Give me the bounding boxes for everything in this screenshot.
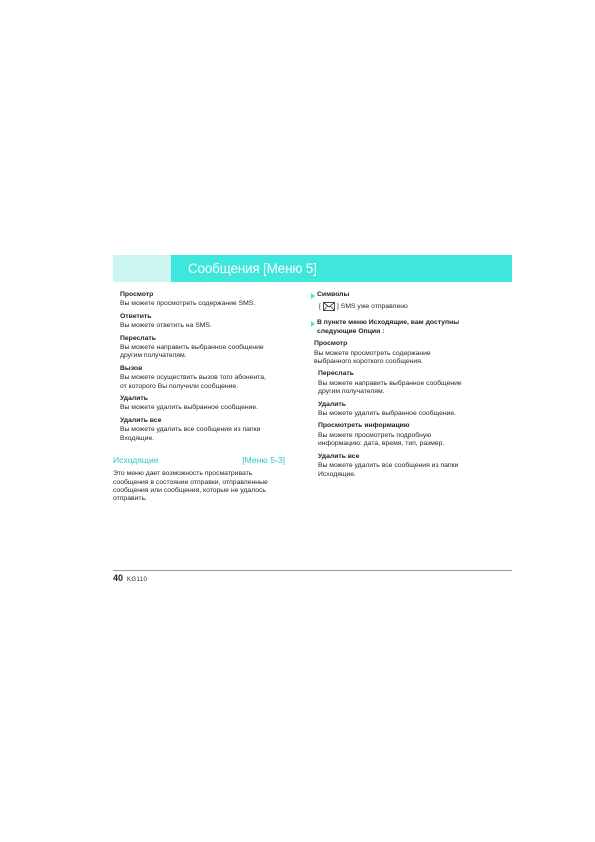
item-title-call: Вызов <box>120 364 143 372</box>
section-menu-ref: [Меню 5-3] <box>242 455 285 466</box>
triangle-bullet-icon <box>311 321 315 327</box>
option-title-view: Просмотр <box>314 340 348 348</box>
option-title-forward: Переслать <box>318 370 354 378</box>
option-desc-forward-1: Вы можете направить выбранное сообщение <box>318 379 462 387</box>
option-desc-info-2: информацию: дата, время, тип, размер. <box>318 440 445 448</box>
header-band <box>113 255 512 282</box>
item-desc-delete-all-1: Вы можете удалить все сообщения из папки <box>120 426 261 434</box>
section-title: Исходящие <box>113 455 159 466</box>
item-title-view: Просмотр <box>120 291 154 298</box>
close-bracket: ] <box>336 302 339 310</box>
section-text-line-1: Это меню дает возможность просматривать <box>113 470 253 478</box>
symbol-legend-row <box>317 302 511 311</box>
envelope-sent-icon <box>323 302 335 311</box>
item-title-reply: Ответить <box>120 312 152 320</box>
options-intro-line-1: В пункте меню Исходящие, вам доступны <box>317 319 460 327</box>
item-desc-reply: Вы можете ответить на SMS. <box>120 322 212 330</box>
options-intro-line-2: следующие Опции : <box>317 327 385 335</box>
option-desc-info-1: Вы можете просмотреть подробную <box>318 431 432 439</box>
page-number: 40 <box>113 573 124 583</box>
option-desc-delete: Вы можете удалить выбранное сообщение. <box>318 410 457 418</box>
symbols-title: Символы <box>317 291 350 298</box>
symbols-heading <box>311 291 511 299</box>
item-title-delete-all: Удалить все <box>120 416 162 424</box>
item-desc-forward-1: Вы можете направить выбранное сообщение <box>120 344 264 352</box>
option-desc-delete-all-2: Исходящие. <box>318 470 356 478</box>
option-desc-view-1: Вы можете просмотреть содержание <box>314 349 431 357</box>
option-desc-delete-all-1: Вы можете удалить все сообщения из папки <box>318 462 459 470</box>
triangle-bullet-icon <box>311 293 315 299</box>
open-bracket: [ <box>319 302 321 310</box>
item-desc-delete: Вы можете удалить выбранное сообщение. <box>120 404 259 412</box>
item-desc-delete-all-2: Входящие. <box>120 434 155 442</box>
footer-divider <box>113 570 512 571</box>
model-name: KG110 <box>127 577 148 583</box>
option-desc-forward-2: другим получателям. <box>318 388 385 396</box>
item-title-delete: Удалить <box>120 395 148 403</box>
item-title-forward: Переслать <box>120 334 156 342</box>
symbol-desc: SMS уже отправлено <box>340 302 408 310</box>
section-text-line-3: сообщения или сообщения, которые не удалось <box>113 486 266 494</box>
options-intro-text <box>317 319 459 336</box>
right-column <box>311 291 511 479</box>
section-text-line-2: сообщения в состоянии отправки, отправленные <box>113 478 268 486</box>
section-heading <box>113 455 285 465</box>
options-intro <box>311 319 511 336</box>
item-desc-forward-2: другим получателям. <box>120 352 187 360</box>
section-text-line-4: отправить. <box>113 495 147 503</box>
page-footer <box>113 573 147 583</box>
item-desc-call-2: от которого Вы получили сообщение. <box>120 382 239 390</box>
left-column <box>113 291 285 504</box>
item-desc-call-1: Вы можете осуществить вызов того абонента, <box>120 374 266 382</box>
page-title: Сообщения [Меню 5] <box>171 255 512 282</box>
option-title-info: Просмотреть информацию <box>318 422 410 430</box>
item-desc-view: Вы можете просмотреть содержание SMS. <box>120 300 256 308</box>
header-accent-block <box>113 255 171 282</box>
option-title-delete: Удалить <box>318 400 346 408</box>
option-desc-view-2: выбранного короткого сообщения. <box>314 358 423 366</box>
option-title-delete-all: Удалить все <box>318 452 360 460</box>
